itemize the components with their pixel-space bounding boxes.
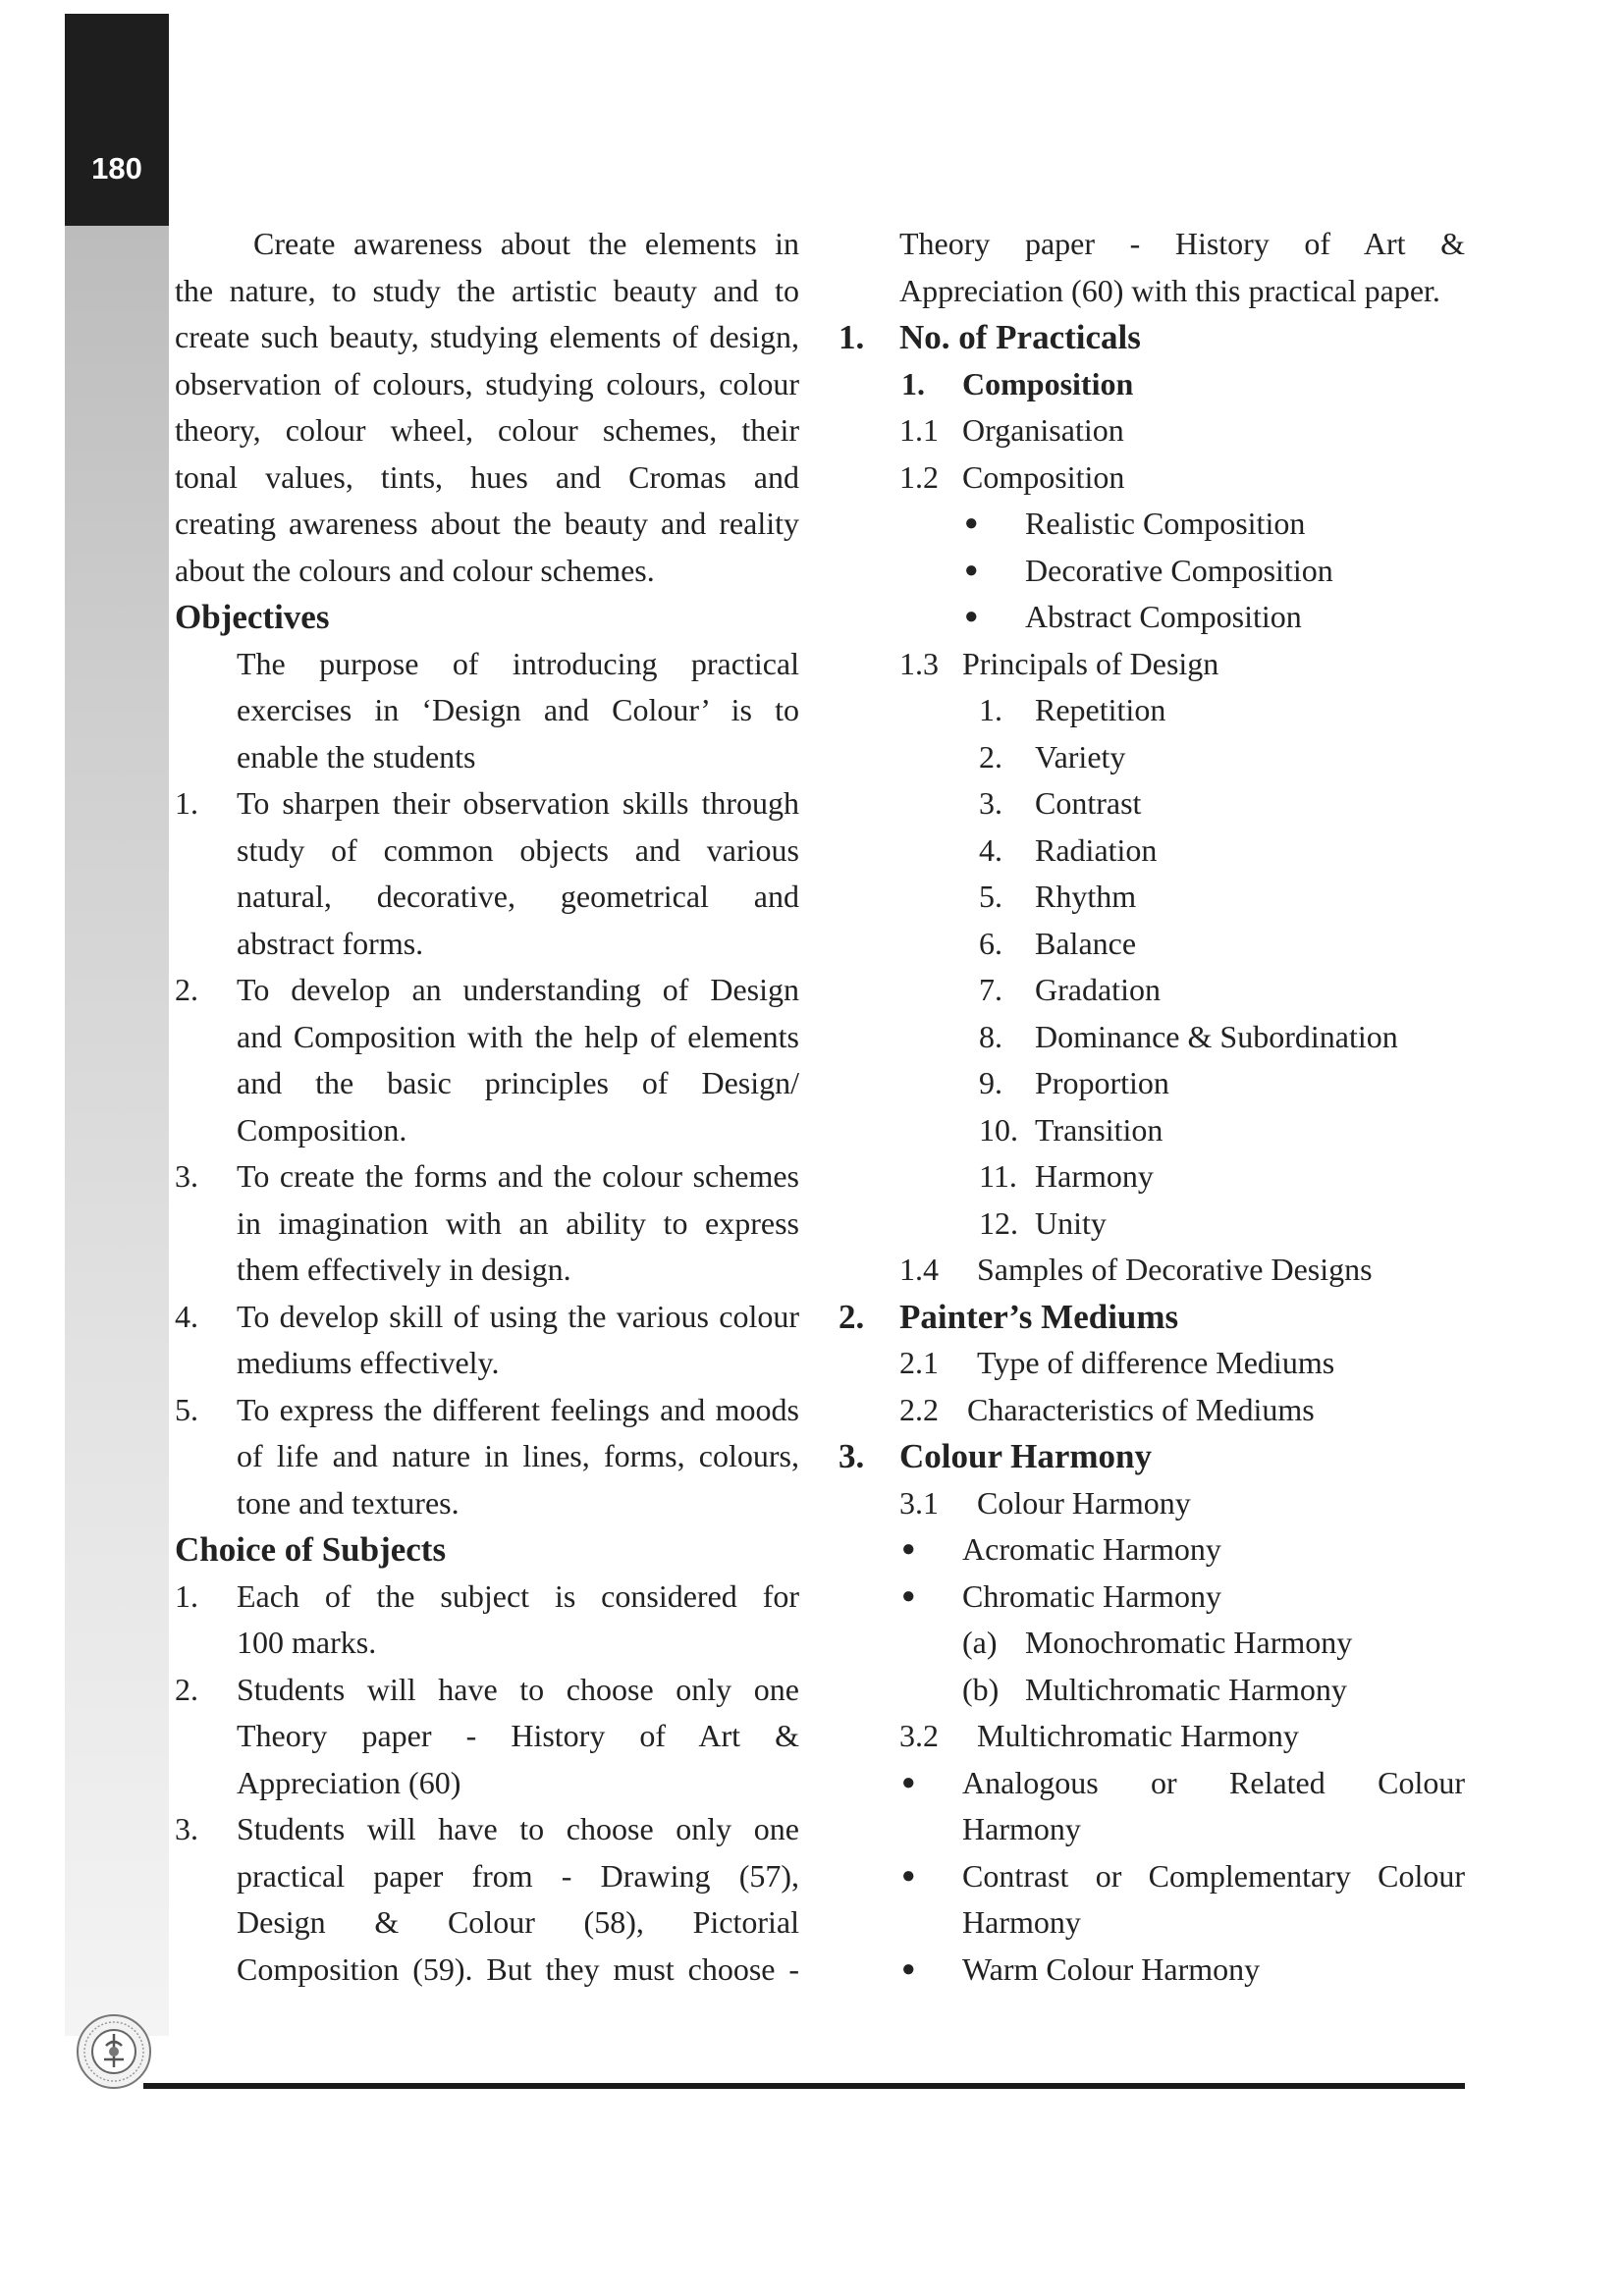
objective-item: 2. To develop an understanding of Design (175, 972, 799, 1007)
intro-line: Create awareness about the elements in (253, 226, 799, 261)
bullet-line: Harmony (962, 1904, 1081, 1940)
principle-item: 5. Rhythm (979, 879, 1137, 914)
principle-item: 6. Balance (979, 925, 1137, 961)
continuation-line: Theory paper - History of Art & (899, 226, 1465, 261)
subsection-item: 1.4 Samples of Decorative Designs (899, 1252, 1373, 1287)
bullet-line: Harmony (962, 1811, 1081, 1846)
bullet-icon: ● (901, 1862, 916, 1889)
objective-line: and Composition with the help of elements (237, 1018, 799, 1054)
objective-line: mediums effectively. (237, 1345, 500, 1380)
section-heading: 2. Painter’s Mediums (839, 1297, 1179, 1336)
bullet-item: ● Chromatic Harmony (837, 1574, 1465, 1621)
choice-line: practical paper from - Drawing (57), (237, 1857, 799, 1894)
bullet-icon: ● (901, 1582, 916, 1609)
objective-line: natural, decorative, geometrical and (237, 879, 799, 914)
objective-item: 5. To express the different feelings and moods (175, 1391, 799, 1427)
choice-line: Design & Colour (58), Pictorial (237, 1904, 799, 1940)
objective-line: in imagination with an ability to express (237, 1204, 799, 1241)
choice-line: Composition (59). But they must choose - (237, 1950, 799, 1987)
subsection-item: 1.3 Principals of Design (899, 645, 1219, 681)
objectives-intro-line: The purpose of introducing practical (237, 645, 799, 681)
objectives-heading: Objectives (175, 598, 330, 636)
bullet-item: ● Analogous or Related Colour (837, 1760, 1465, 1807)
choice-line: Appreciation (60) (237, 1764, 461, 1800)
objective-item: 3. To create the forms and the colour schemes (175, 1158, 799, 1194)
bullet-item: ● Acromatic Harmony (837, 1526, 1465, 1574)
choice-item: 2. Students will have to choose only one (175, 1671, 799, 1707)
intro-line: the nature, to study the artistic beauty and to (175, 272, 799, 308)
objective-line: and the basic principles of Design/ (237, 1065, 799, 1100)
bullet-icon: ● (901, 1536, 916, 1562)
subsection-item: 2.2 Characteristics of Mediums (899, 1391, 1315, 1427)
objective-line: abstract forms. (237, 925, 424, 961)
objective-line: of life and nature in lines, forms, colours, (237, 1438, 799, 1473)
intro-line: theory, colour wheel, colour schemes, their (175, 412, 799, 448)
objective-line: study of common objects and various (237, 831, 799, 868)
objective-item: 1. To sharpen their observation skills through (175, 785, 799, 821)
principle-item: 12. Unity (979, 1204, 1107, 1241)
objective-line: them effectively in design. (237, 1252, 571, 1287)
intro-line: create such beauty, studying elements of design, (175, 319, 799, 354)
choice-heading: Choice of Subjects (175, 1530, 447, 1569)
objective-line: tone and textures. (237, 1484, 460, 1521)
principle-item: 7. Gradation (979, 972, 1161, 1007)
choice-item: 3. Students will have to choose only one (175, 1811, 799, 1846)
objectives-intro-line: exercises in ‘Design and Colour’ is to (237, 692, 799, 727)
continuation-line: Appreciation (60) with this practical paper. (899, 272, 1440, 308)
choice-item: 1. Each of the subject is considered for (175, 1577, 799, 1614)
subsection-item: 1.2 Composition (899, 458, 1125, 495)
principle-item: 4. Radiation (979, 831, 1158, 868)
bullet-icon: ● (901, 1769, 916, 1795)
bullet-icon: ● (964, 510, 979, 536)
principle-item: 9. Proportion (979, 1065, 1169, 1100)
choice-line: Theory paper - History of Art & (237, 1718, 799, 1753)
objectives-intro-line: enable the students (237, 738, 476, 774)
principle-item: 3. Contrast (979, 785, 1142, 821)
subsection-item: 1.1 Organisation (899, 412, 1124, 448)
bullet-item: ● Warm Colour Harmony (837, 1947, 1465, 1994)
bullet-icon: ● (964, 557, 979, 583)
bullet-item: ● Abstract Composition (837, 594, 1465, 641)
bullet-icon: ● (964, 604, 979, 629)
section-heading: 3. Colour Harmony (839, 1437, 1152, 1475)
principle-item: 10. Transition (979, 1111, 1163, 1148)
bullet-item: ● Contrast or Complementary Colour (837, 1853, 1465, 1900)
subsection-item: 3.2 Multichromatic Harmony (899, 1718, 1299, 1753)
principle-item: 11. Harmony (979, 1158, 1154, 1194)
side-band (65, 14, 169, 2036)
lettered-item: (a) Monochromatic Harmony (962, 1625, 1353, 1660)
objective-line: Composition. (237, 1111, 407, 1148)
intro-line: tonal values, tints, hues and Cromas and (175, 458, 799, 495)
bullet-item: ● Realistic Composition (837, 501, 1465, 548)
principle-item: 1. Repetition (979, 692, 1166, 727)
section-heading: 1. No. of Practicals (839, 318, 1141, 356)
page-number: 180 (91, 151, 142, 186)
left-column (175, 221, 799, 1993)
subsection-heading: 1. Composition (901, 365, 1134, 401)
choice-line: 100 marks. (237, 1625, 377, 1660)
intro-line: observation of colours, studying colours, colour (175, 365, 799, 401)
page-tab (65, 14, 169, 226)
subsection-item: 3.1 Colour Harmony (899, 1484, 1191, 1521)
principle-item: 2. Variety (979, 738, 1126, 774)
bullet-icon: ● (901, 1955, 916, 1982)
lettered-item: (b) Multichromatic Harmony (962, 1671, 1347, 1707)
intro-line: creating awareness about the beauty and reality (175, 506, 799, 541)
institution-seal-icon (75, 2012, 153, 2091)
principle-item: 8. Dominance & Subordination (979, 1018, 1398, 1054)
right-column (837, 221, 1465, 1993)
subsection-item: 2.1 Type of difference Mediums (899, 1345, 1335, 1380)
bullet-item: ● Decorative Composition (837, 548, 1465, 595)
bottom-rule (143, 2083, 1465, 2089)
intro-line: about the colours and colour schemes. (175, 552, 655, 588)
objective-item: 4. To develop skill of using the various colour (175, 1298, 799, 1334)
